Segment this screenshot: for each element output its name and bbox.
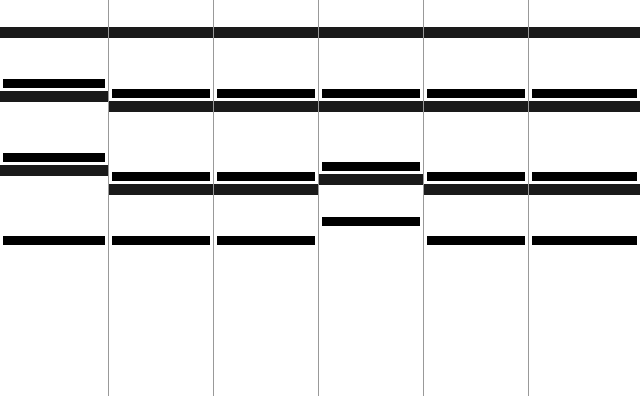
spec-row — [529, 141, 640, 151]
spec-row — [109, 49, 213, 59]
spec-row — [424, 224, 528, 234]
spec-row — [424, 39, 528, 49]
spec-row — [529, 132, 640, 142]
redaction-bar — [322, 89, 420, 98]
spec-row — [214, 196, 318, 206]
redaction-bar — [532, 89, 637, 98]
spec-row — [109, 39, 213, 49]
section-header — [529, 27, 640, 38]
spec-row — [424, 49, 528, 59]
redaction-bar — [427, 236, 525, 245]
spec-row — [319, 39, 423, 49]
spec-row — [529, 205, 640, 215]
spec-row — [109, 205, 213, 215]
section-header — [424, 184, 528, 195]
redaction-bar — [3, 79, 105, 88]
spec-row — [529, 224, 640, 234]
redaction-bar — [322, 162, 420, 171]
redaction-bar — [322, 217, 420, 226]
section-header — [319, 174, 423, 185]
spec-row — [319, 113, 423, 123]
column-title — [0, 0, 108, 24]
spec-row — [109, 160, 213, 170]
section-header — [0, 91, 108, 102]
spec-row — [0, 177, 108, 187]
section-header — [0, 165, 108, 176]
spec-row — [424, 122, 528, 132]
spec-row — [0, 215, 108, 225]
spec-row — [529, 122, 640, 132]
section-header — [109, 101, 213, 112]
spec-row — [109, 132, 213, 142]
spec-row — [319, 77, 423, 87]
spec-row — [424, 205, 528, 215]
redaction-bar — [217, 172, 315, 181]
spec-row — [214, 160, 318, 170]
column-title — [214, 0, 318, 24]
spec-row — [214, 77, 318, 87]
spec-row — [0, 39, 108, 49]
spec-row — [529, 151, 640, 161]
spec-row — [319, 141, 423, 151]
redaction-bar — [3, 153, 105, 162]
spec-row — [214, 141, 318, 151]
spec-row — [529, 160, 640, 170]
redaction-bar — [112, 172, 210, 181]
column-2 — [109, 0, 214, 396]
section-header — [214, 27, 318, 38]
spec-row — [0, 141, 108, 151]
spec-row — [424, 141, 528, 151]
spec-row — [319, 205, 423, 215]
spec-row — [424, 151, 528, 161]
spec-row — [529, 196, 640, 206]
section-header — [529, 184, 640, 195]
spec-row — [529, 39, 640, 49]
spec-row — [529, 77, 640, 87]
spec-row — [319, 68, 423, 78]
column-1 — [0, 0, 109, 396]
redaction-bar — [427, 89, 525, 98]
column-title — [529, 0, 640, 24]
spec-row — [529, 68, 640, 78]
spec-row — [529, 113, 640, 123]
spec-row — [0, 103, 108, 113]
section-header — [319, 27, 423, 38]
redaction-bar — [112, 236, 210, 245]
spec-row — [214, 205, 318, 215]
bottom-line — [0, 398, 640, 410]
section-header — [214, 101, 318, 112]
spec-row — [109, 122, 213, 132]
spec-row — [109, 141, 213, 151]
spec-row — [424, 160, 528, 170]
spec-row — [529, 49, 640, 59]
spec-row — [214, 151, 318, 161]
spec-row — [424, 132, 528, 142]
column-5 — [424, 0, 529, 396]
spec-row — [214, 49, 318, 59]
spec-row — [0, 132, 108, 142]
spec-row — [529, 58, 640, 68]
spec-row — [109, 196, 213, 206]
spec-row — [0, 224, 108, 234]
spec-row — [214, 58, 318, 68]
spec-row — [214, 215, 318, 225]
spec-row — [0, 122, 108, 132]
section-header — [109, 27, 213, 38]
redaction-bar — [532, 172, 637, 181]
spec-row — [424, 68, 528, 78]
redaction-bar — [3, 236, 105, 245]
spec-row — [424, 58, 528, 68]
spec-row — [529, 215, 640, 225]
spec-row — [319, 186, 423, 196]
redaction-bar — [427, 172, 525, 181]
spec-row — [0, 49, 108, 59]
spec-row — [319, 196, 423, 206]
spec-row — [109, 224, 213, 234]
spec-row — [214, 132, 318, 142]
column-6 — [529, 0, 640, 396]
spec-row — [424, 113, 528, 123]
column-title — [319, 0, 423, 24]
spec-row — [424, 215, 528, 225]
spec-row — [109, 58, 213, 68]
redaction-bar — [217, 89, 315, 98]
redaction-bar — [217, 236, 315, 245]
spec-row — [319, 151, 423, 161]
spec-row — [319, 122, 423, 132]
spec-row — [214, 113, 318, 123]
section-header — [319, 101, 423, 112]
spec-row — [0, 186, 108, 196]
column-4 — [319, 0, 424, 396]
section-header — [109, 184, 213, 195]
spec-row — [214, 122, 318, 132]
spec-row — [0, 205, 108, 215]
column-3 — [214, 0, 319, 396]
section-header — [424, 101, 528, 112]
section-header — [214, 184, 318, 195]
spec-row — [109, 68, 213, 78]
spec-row — [0, 58, 108, 68]
spec-row — [214, 39, 318, 49]
spec-row — [0, 196, 108, 206]
spec-row — [319, 58, 423, 68]
section-header — [424, 27, 528, 38]
spec-row — [424, 196, 528, 206]
section-header — [529, 101, 640, 112]
spec-row — [319, 132, 423, 142]
spec-row — [109, 151, 213, 161]
spec-row — [109, 215, 213, 225]
spec-row — [109, 113, 213, 123]
redaction-bar — [112, 89, 210, 98]
spec-row — [0, 113, 108, 123]
column-title — [424, 0, 528, 24]
spec-row — [424, 77, 528, 87]
spec-row — [214, 68, 318, 78]
spec-row — [109, 77, 213, 87]
spec-row — [319, 49, 423, 59]
spec-row — [0, 68, 108, 78]
column-title — [109, 0, 213, 24]
section-header — [0, 27, 108, 38]
redaction-bar — [532, 236, 637, 245]
spec-row — [214, 224, 318, 234]
